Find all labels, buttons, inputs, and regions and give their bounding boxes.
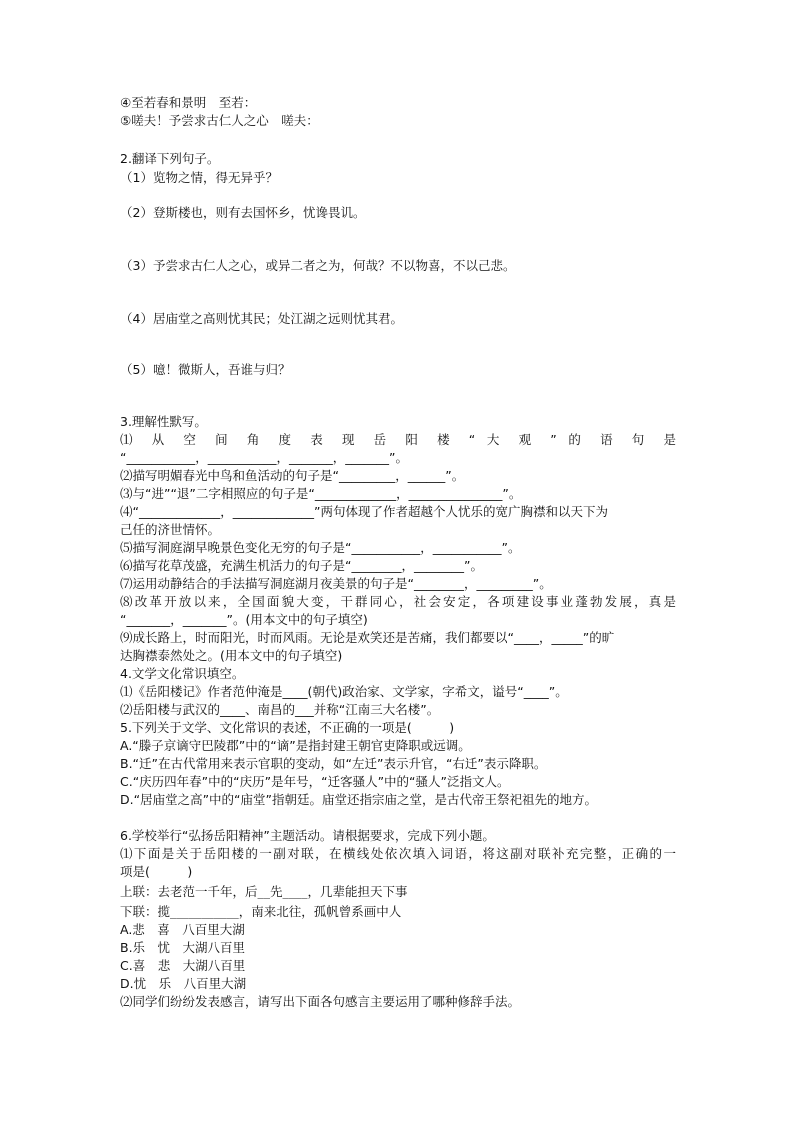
- fill-item-8: ⑻改革开放以来，全国面貌大变，干群同心，社会安定，各项建设事业蓬勃发展，真是: [120, 594, 676, 609]
- couplet-option-b: B.乐 忧 大湖八百里: [120, 940, 246, 955]
- translate-item-1: （1）览物之情，得无异乎？: [120, 170, 278, 185]
- fill-item-3: ⑶与“进”“退”二字相照应的句子是“_____________，_______________”。: [120, 486, 522, 501]
- fill-item-1-blanks: “___________，___________，_______，_______”。: [120, 450, 408, 465]
- translate-item-4: （4）居庙堂之高则忧其民；处江湖之远则忧其君。: [120, 311, 403, 326]
- couplet-option-a: A.悲 喜 八百里大湖: [120, 922, 245, 937]
- question-5-heading: 5.下列关于文学、文化常识的表述，不正确的一项是( ): [120, 720, 455, 735]
- question-3-heading: 3.理解性默写。: [120, 414, 207, 429]
- fill-item-4-cont: 己任的济世情怀。: [120, 522, 221, 537]
- fill-item-7: ⑺运用动静结合的手法描写洞庭湖月夜美景的句子是“________，_________”。: [120, 576, 552, 591]
- fill-item-9-cont: 达胸襟泰然处之。(用本文中的句子填空): [120, 648, 343, 663]
- question-6-heading: 6.学校举行“弘扬岳阳精神”主题活动。请根据要求，完成下列小题。: [120, 828, 495, 843]
- rhetoric-question: ⑵同学们纷纷发表感言，请写出下面各句感言主要运用了哪种修辞手法。: [120, 994, 521, 1009]
- couplet-option-d: D.忧 乐 八百里大湖: [120, 976, 247, 991]
- choice-a: A.“滕子京谪守巴陵郡”中的“谪”是指封建王朝官吏降职或远调。: [120, 738, 471, 753]
- translate-item-2: （2）登斯楼也，则有去国怀乡，忧谗畏讥。: [120, 205, 366, 220]
- couplet-upper: 上联：去老范一千年，后__先____，几辈能担天下事: [120, 884, 408, 899]
- choice-b: B.“迁”在古代常用来表示官职的变动，如“左迁”表示升官，“右迁”表示降职。: [120, 756, 547, 771]
- choice-d: D.“居庙堂之高”中的“庙堂”指朝廷。庙堂还指宗庙之堂，是古代帝王祭祀祖先的地方。: [120, 792, 598, 807]
- fill-item-9: ⑼成长路上，时而阳光，时而风雨。无论是欢笑还是苦痛，我们都要以“____，_____”的旷: [120, 630, 615, 645]
- definition-item-4: ④至若春和景明 至若：: [120, 95, 257, 110]
- fill-item-5: ⑸描写洞庭湖早晚景色变化无穷的句子是“___________，___________”。: [120, 540, 521, 555]
- fill-item-1: ⑴ 从 空 间 角 度 表 现 岳 阳 楼 “ 大 观 ” 的 语 句 是: [120, 432, 676, 447]
- definition-item-5: ⑤嗟夫！予尝求古仁人之心 嗟夫：: [120, 113, 319, 128]
- couplet-option-c: C.喜 悲 大湖八百里: [120, 958, 246, 973]
- couplet-question: ⑴下面是关于岳阳楼的一副对联，在横线处依次填入词语，将这副对联补充完整，正确的一: [120, 846, 676, 861]
- fill-item-4: ⑷“_____________，_____________”两句体现了作者超越个人忧乐的宽广胸襟和以天下为: [120, 504, 608, 519]
- couplet-question-cont: 项是( ): [120, 864, 193, 879]
- translate-item-3: （3）予尝求古仁人之心，或异二者之为，何哉？不以物喜，不以己悲。: [120, 258, 516, 273]
- fill-item-6: ⑹描写花草茂盛，充满生机活力的句子是“________，________”。: [120, 558, 483, 573]
- question-2-heading: 2.翻译下列句子。: [120, 151, 220, 166]
- fill-item-2: ⑵描写明媚春光中鸟和鱼活动的句子是“_________，______”。: [120, 468, 465, 483]
- knowledge-item-2: ⑵岳阳楼与武汉的____、南昌的___并称“江南三大名楼”。: [120, 702, 440, 717]
- translate-item-5: （5）噫！微斯人，吾谁与归？: [120, 362, 291, 377]
- choice-c: C.“庆历四年春”中的“庆历”是年号，“迁客骚人”中的“骚人”泛指文人。: [120, 774, 510, 789]
- couplet-lower: 下联：揽___________，南来北往，孤帆曾系画中人: [120, 904, 402, 919]
- question-4-heading: 4.文学文化常识填空。: [120, 666, 245, 681]
- knowledge-item-1: ⑴《岳阳楼记》作者范仲淹是____(朝代)政治家、文学家，字希文，谥号“____”。: [120, 684, 568, 699]
- fill-item-8-cont: “_______，_______”。(用本文中的句子填空): [120, 612, 368, 627]
